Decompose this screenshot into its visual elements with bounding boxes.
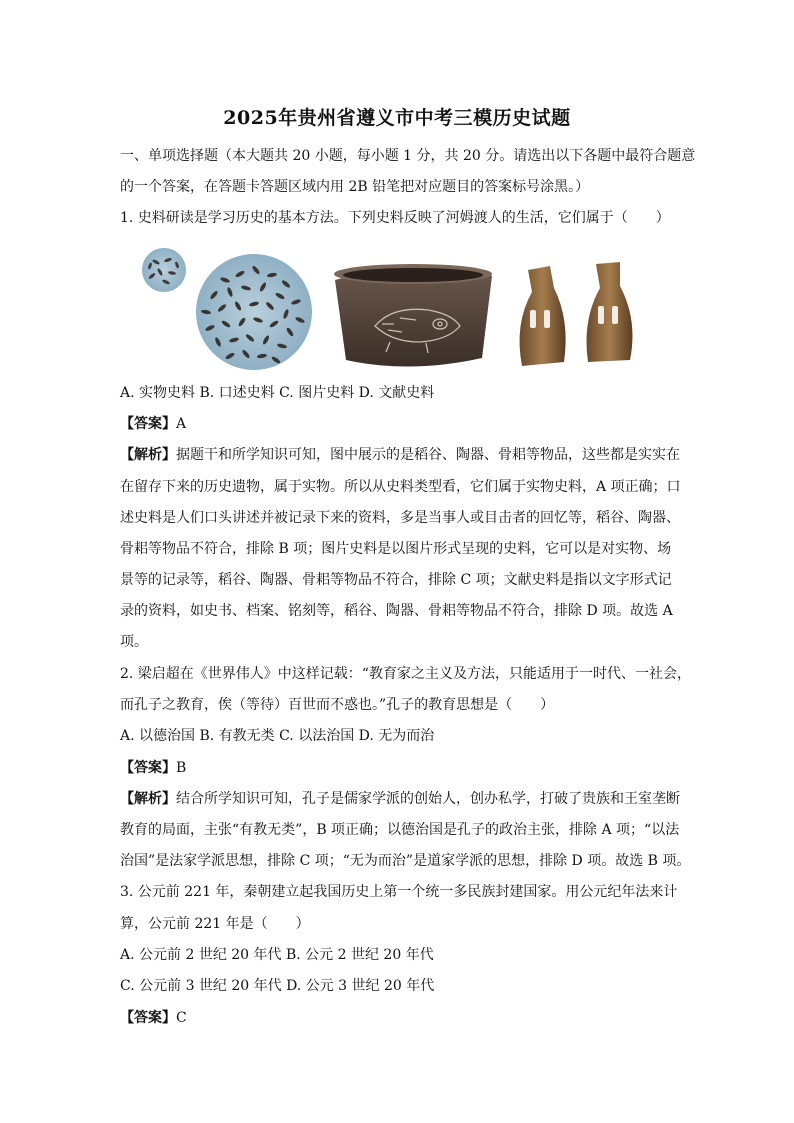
rice-grains-image <box>196 254 312 370</box>
pottery-bowl-image <box>334 264 492 367</box>
question-3-options: A. 公元前 2 世纪 20 年代 B. 公元 2 世纪 20 年代 <box>120 947 434 963</box>
question-2-stem: 而孔子之教育，俟（等待）百世而不惑也。”孔子的教育思想是（ ） <box>120 697 555 713</box>
question-3-stem: 3. 公元前 221 年，秦朝建立起我国历史上第一个统一多民族封建国家。用公元纪年法来计 <box>120 884 678 900</box>
question-3-answer: 【答案】C <box>120 1010 187 1026</box>
page-title: 2025年贵州省遵义市中考三模历史试题 <box>223 107 571 129</box>
section-header-line-2: 的一个答案，在答题卡答题区域内用 2B 铅笔把对应题目的答案标号涂黑。） <box>120 179 590 195</box>
question-1-analysis-line: 述史料是人们口头讲述并被记录下来的资料，多是当事人或目击者的回忆等，稻谷、陶器、 <box>120 510 680 526</box>
question-1-stem: 1. 史料研读是学习历史的基本方法。下列史料反映了河姆渡人的生活，它们属于（ ） <box>120 210 670 226</box>
question-1-answer: 【答案】A <box>120 416 187 432</box>
question-1-analysis-line: 录的资料，如史书、档案、铭刻等，稻谷、陶器、骨耜等物品不符合，排除 D 项。故选 A <box>120 603 673 619</box>
question-1-options: A. 实物史料 B. 口述史料 C. 图片史料 D. 文献史料 <box>120 385 435 401</box>
question-3-options: C. 公元前 3 世纪 20 年代 D. 公元 3 世纪 20 年代 <box>120 978 435 994</box>
question-3-stem: 算，公元前 221 年是（ ） <box>120 916 310 932</box>
section-header-line-1: 一、单项选择题（本大题共 20 小题，每小题 1 分，共 20 分。请选出以下各题中最符合题意 <box>120 148 696 164</box>
question-2-options: A. 以德治国 B. 有教无类 C. 以法治国 D. 无为而治 <box>120 728 435 744</box>
question-2-stem: 2. 梁启超在《世界伟人》中这样记载：“教育家之主义及方法，只能适用于一时代、一社会， <box>120 666 691 682</box>
question-2-answer: 【答案】B <box>120 760 187 776</box>
question-2-analysis-line: 【解析】结合所学知识可知，孔子是儒家学派的创始人，创办私学，打破了贵族和王室垄断 <box>120 791 680 807</box>
rice-grains-small-image <box>142 248 186 292</box>
question-1-analysis-line: 景等的记录等，稻谷、陶器、骨耜等物品不符合，排除 C 项；文献史料是指以文字形式记 <box>120 572 672 588</box>
question-2-analysis-line: 教育的局面，主张“有教无类”，B 项正确；以德治国是孔子的政治主张，排除 A 项；“以法 <box>120 822 680 838</box>
question-1-analysis-line: 【解析】据题干和所学知识可知，图中展示的是稻谷、陶器、骨耜等物品，这些都是实实在 <box>120 447 680 463</box>
bone-spades-image <box>520 262 633 366</box>
question-1-analysis-line: 骨耜等物品不符合，排除 B 项；图片史料是以图片形式呈现的史料，它可以是对实物、场 <box>120 541 672 557</box>
question-1-analysis-line: 项。 <box>120 634 148 650</box>
question-2-analysis-line: 治国”是法家学派思想，排除 C 项；“无为而治”是道家学派的思想，排除 D 项。故选 B 项。 <box>120 853 691 869</box>
hemudu-artifacts-figure <box>130 240 670 380</box>
question-1-analysis-line: 在留存下来的历史遗物，属于实物。所以从史料类型看，它们属于实物史料，A 项正确；口 <box>120 479 681 495</box>
